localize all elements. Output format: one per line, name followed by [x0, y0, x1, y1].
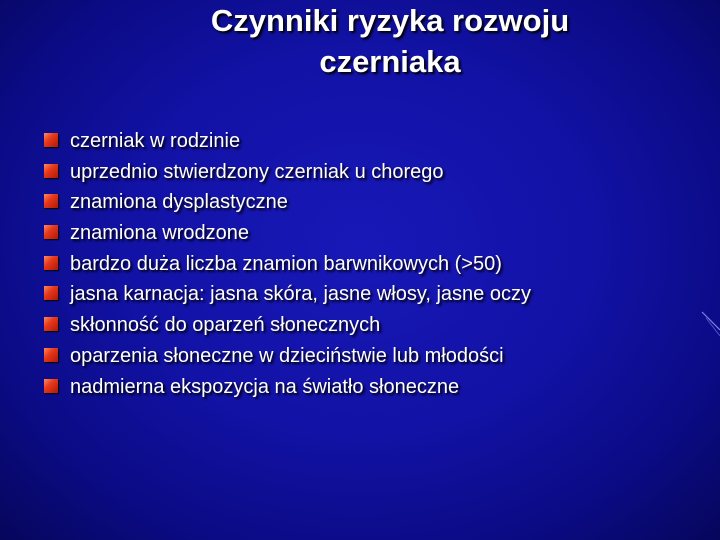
square-bullet-icon	[44, 133, 58, 147]
list-item	[44, 190, 531, 221]
square-bullet-icon	[44, 286, 58, 300]
slide-title	[0, 0, 720, 82]
square-bullet-icon	[44, 317, 58, 331]
title-line-1: Czynniki ryzyka rozwoju	[210, 3, 570, 38]
list-item	[44, 313, 531, 344]
square-bullet-icon	[44, 256, 58, 270]
title-line-2: czerniaka	[319, 44, 461, 79]
bullet-text: czerniak w rodzinie	[70, 130, 241, 152]
bullet-text: nadmierna ekspozycja na światło słoneczne	[70, 375, 460, 398]
bullet-text: skłonność do oparzeń słonecznych	[70, 314, 381, 337]
square-bullet-icon	[44, 194, 58, 208]
bullet-text: znamiona wrodzone	[70, 222, 249, 245]
bullet-text: uprzednio stwierdzony czerniak u chorego	[70, 160, 444, 183]
bullet-text: znamiona dysplastyczne	[70, 191, 288, 214]
square-bullet-icon	[44, 225, 58, 239]
bullet-text: bardzo duża liczba znamion barwnikowych (>50)	[70, 252, 502, 275]
list-item	[44, 252, 531, 283]
list-item	[44, 375, 531, 406]
list-item	[44, 221, 531, 252]
bullet-list	[44, 129, 531, 405]
square-bullet-icon	[44, 379, 58, 393]
square-bullet-icon	[44, 164, 58, 178]
list-item	[44, 344, 531, 375]
list-item	[44, 129, 531, 160]
list-item	[44, 160, 531, 191]
bullet-text: oparzenia słoneczne w dzieciństwie lub młodości	[70, 344, 504, 367]
bullet-text: jasna karnacja: jasna skóra, jasne włosy, jasne oczy	[70, 283, 531, 306]
square-bullet-icon	[44, 348, 58, 362]
list-item	[44, 282, 531, 313]
